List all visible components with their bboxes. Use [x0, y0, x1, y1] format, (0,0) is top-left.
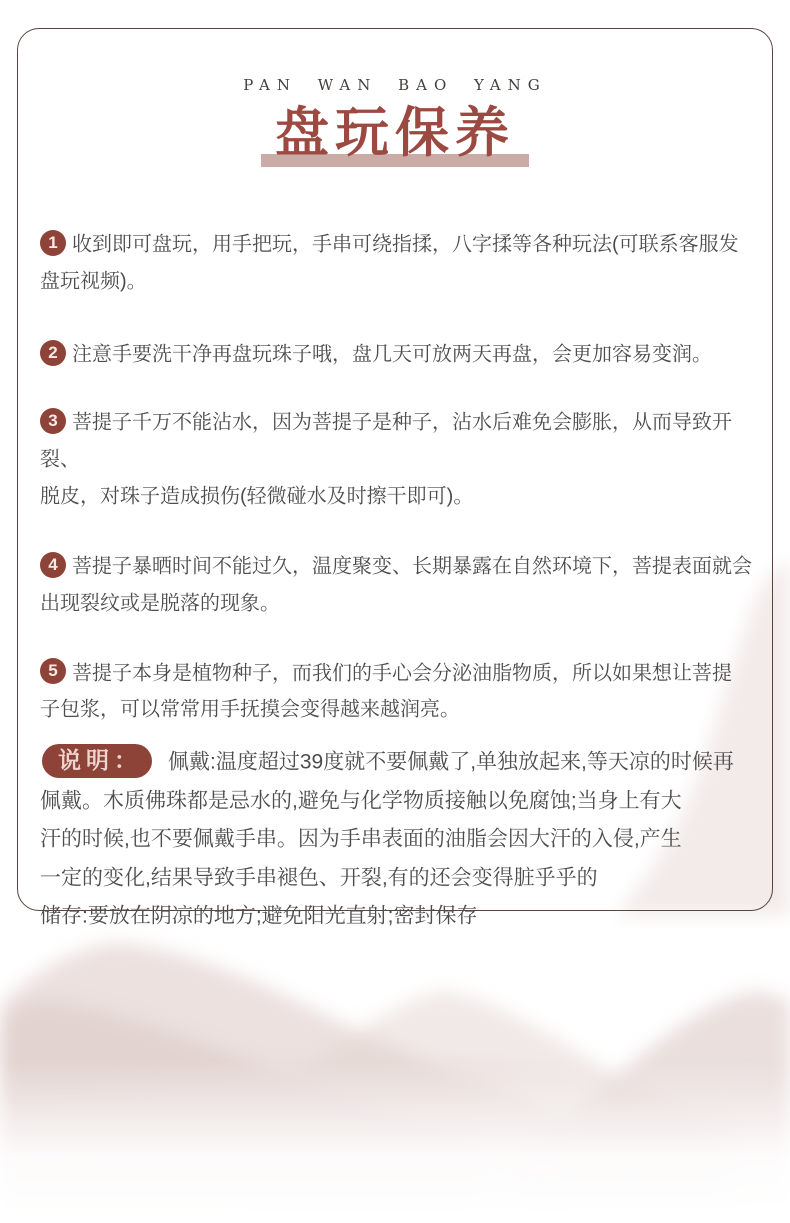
care-item-2 — [40, 336, 756, 373]
item-number-badge: 1 — [40, 230, 66, 256]
item-number-badge: 3 — [40, 408, 66, 434]
pinyin-subtitle: PAN WAN BAO YANG — [243, 76, 547, 94]
item-number-badge: 5 — [40, 658, 66, 684]
title-block — [0, 100, 790, 164]
note-text: 佩戴:温度超过39度就不要佩戴了,单独放起来,等天凉的时候再 佩戴。木质佛珠都是忌水的,避免与化学物质接触以免腐蚀;当身上有大 汗的时候,也不要佩戴手串。因为手串表面的油脂会因大汗的入侵,产生 一定的变化,结果导致手串褪色、开裂,有的还会变得脏乎乎的 储存:要放在阴凉的地方;避免阳光直射;密封保存 — [40, 750, 734, 928]
page-title: 盘玩保养 — [275, 100, 515, 164]
care-item-text: 注意手要洗干净再盘玩珠子哦，盘几天可放两天再盘，会更加容易变润。 — [72, 344, 712, 367]
care-item-4 — [40, 548, 756, 621]
bottom-white-fade — [0, 1060, 790, 1223]
care-item-text: 菩提子暴晒时间不能过久，温度聚变、长期暴露在自然环境下，菩提表面就会 出现裂纹或是脱落的现象。 — [40, 556, 752, 615]
care-items-list — [40, 226, 756, 935]
care-item-text: 收到即可盘玩，用手把玩，手串可绕指揉，八字揉等各种玩法(可联系客服发 盘玩视频)。 — [40, 233, 739, 293]
item-number-badge: 4 — [40, 552, 66, 578]
item-number-badge: 2 — [40, 340, 66, 366]
care-item-5 — [40, 655, 756, 728]
care-item-text: 菩提子千万不能沾水，因为菩提子是种子，沾水后难免会膨胀，从而导致开裂、 脱皮，对珠子造成损伤(轻微碰水及时擦干即可)。 — [40, 411, 732, 508]
care-item-1 — [40, 226, 756, 299]
care-item-text: 菩提子本身是植物种子，而我们的手心会分泌油脂物质，所以如果想让菩提 子包浆，可以常常用手抚摸会变得越来越润亮。 — [40, 662, 732, 722]
care-item-3 — [40, 404, 756, 514]
note-section — [40, 743, 756, 935]
note-label-pill: 说明： — [42, 744, 152, 778]
